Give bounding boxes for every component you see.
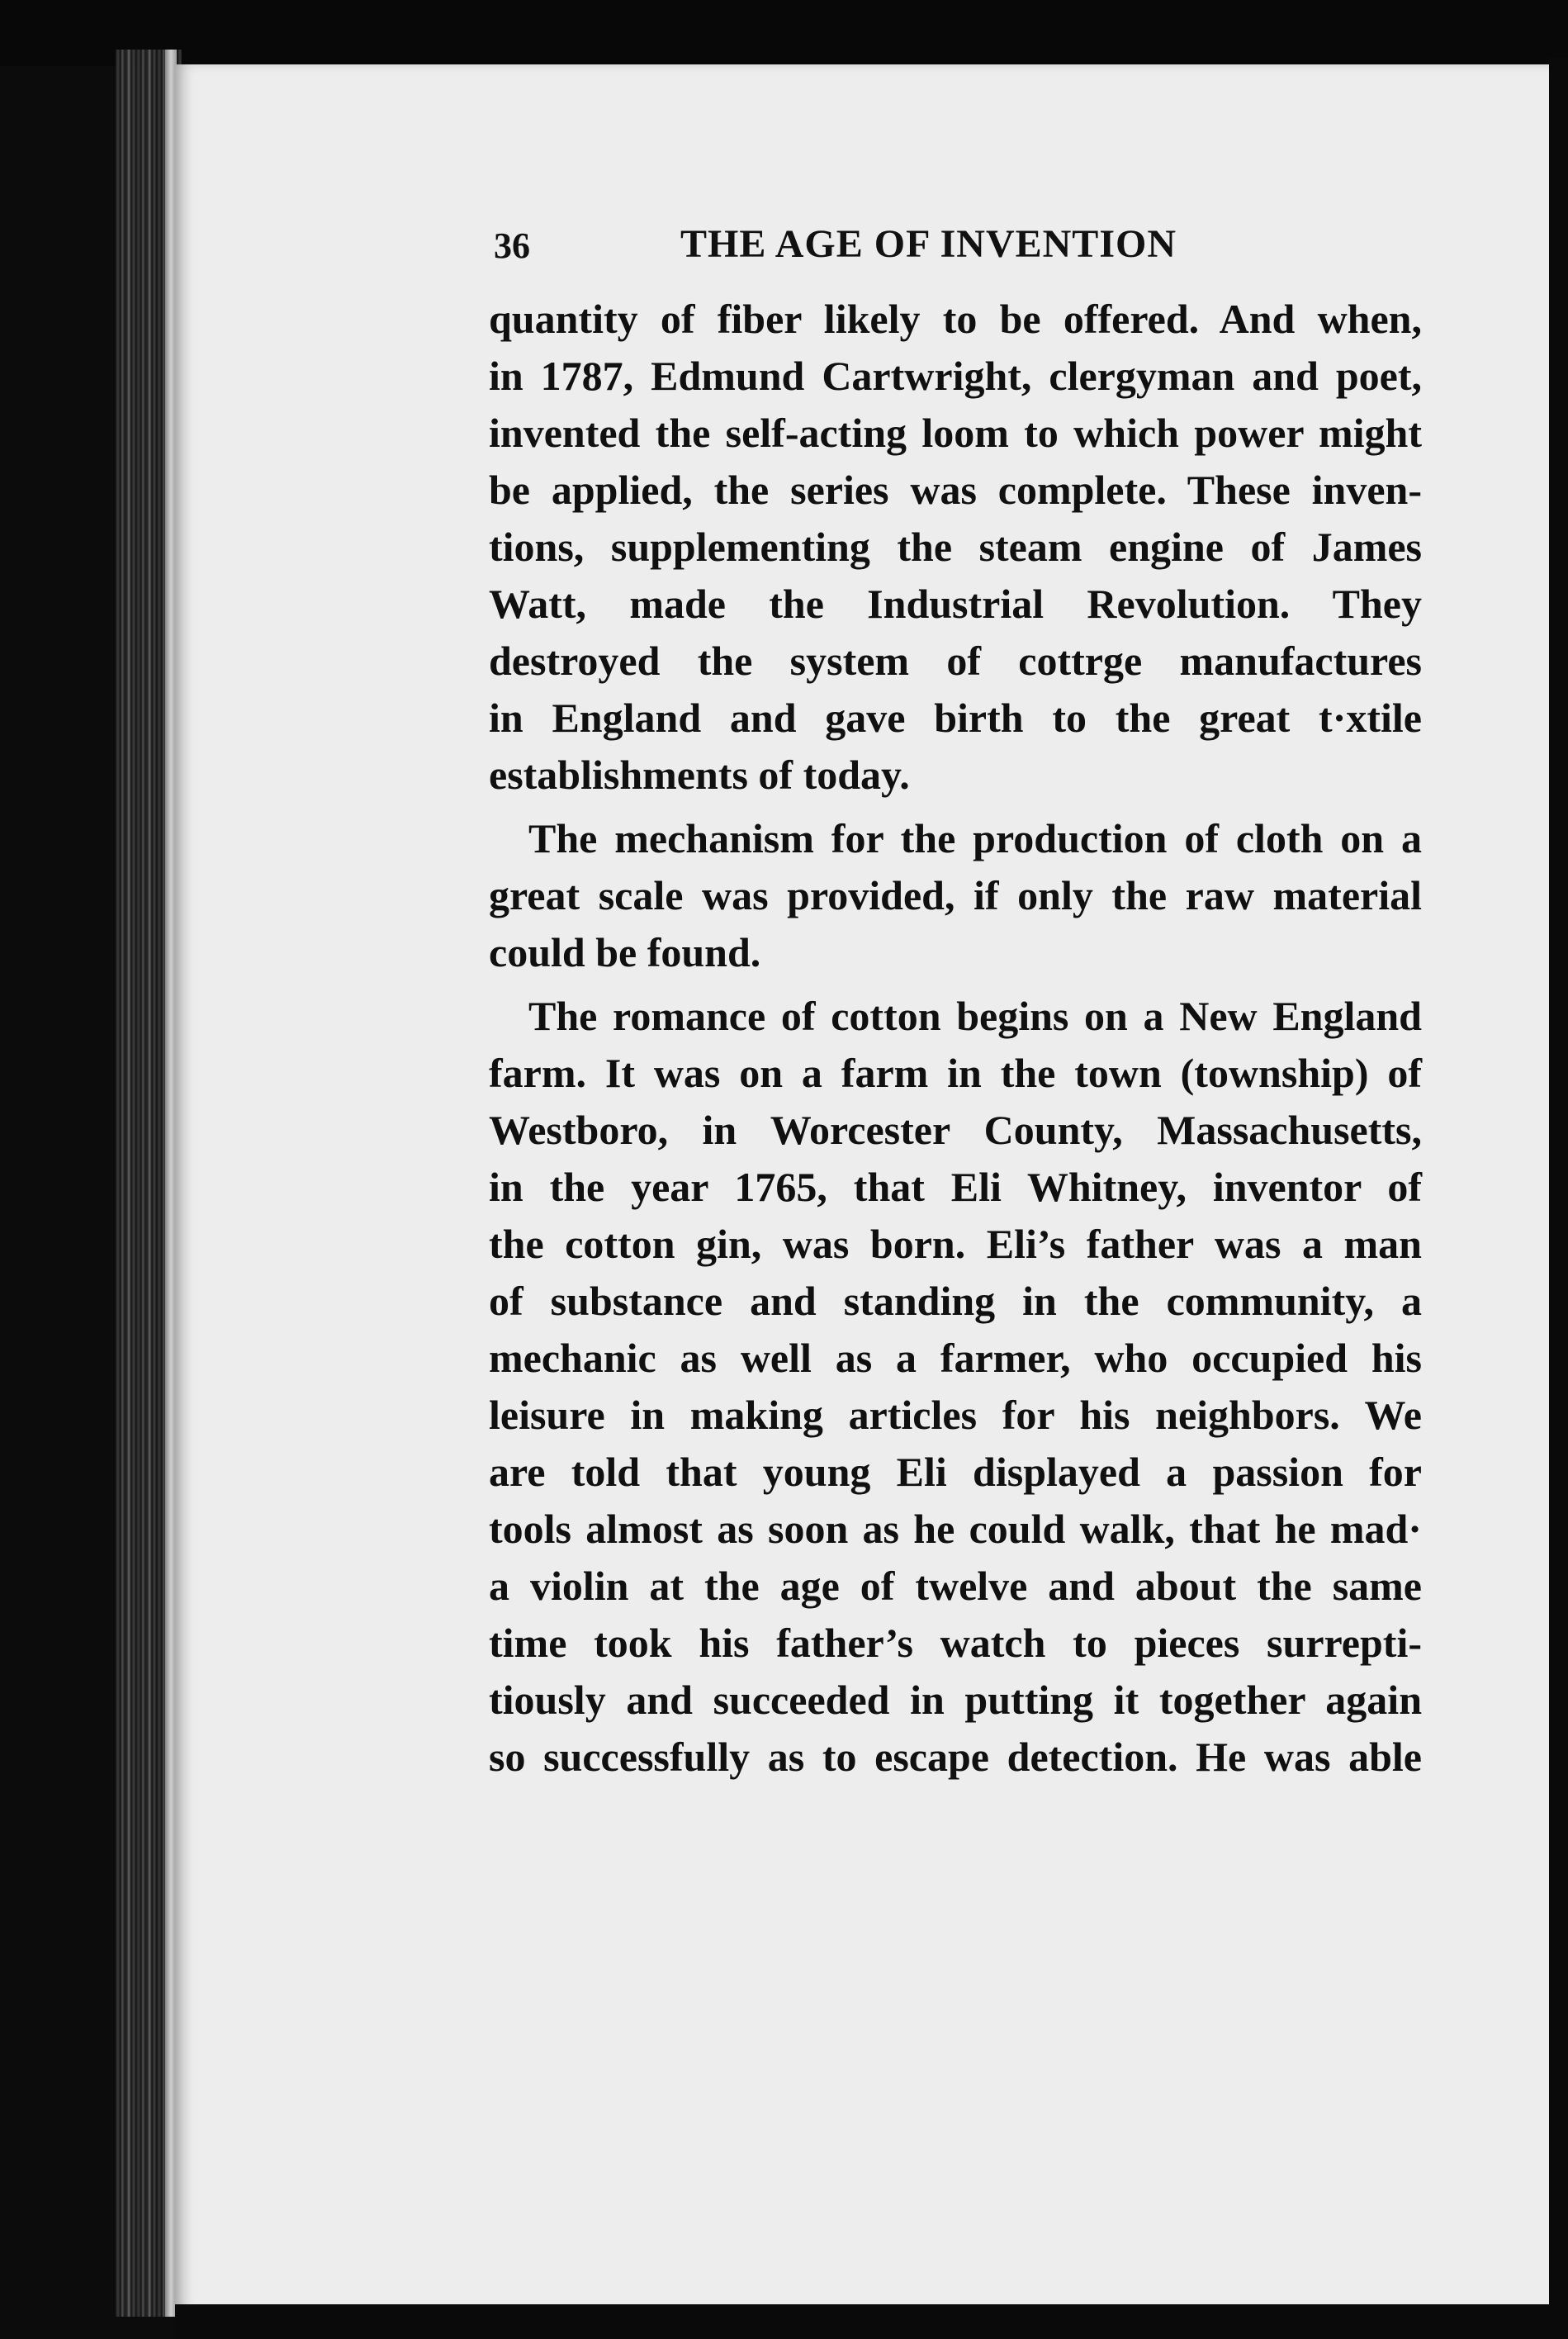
text-line: invented the self-acting loom to which power might	[489, 410, 1422, 456]
text-line: a violin at the age of twelve and about the same	[489, 1563, 1422, 1609]
body-text	[489, 291, 1422, 1786]
text-line: tions, supplementing the steam engine of James	[489, 524, 1422, 570]
paragraph	[489, 291, 1422, 804]
text-line: tiously and succeeded in putting it together again	[489, 1677, 1422, 1723]
text-line: tools almost as soon as he could walk, that he mad·	[489, 1506, 1422, 1552]
paragraph-gap	[489, 804, 1422, 810]
text-line: in England and gave birth to the great t·xtile	[489, 695, 1422, 741]
text-line: farm. It was on a farm in the town (township) of	[489, 1050, 1422, 1096]
running-title: THE AGE OF INVENTION	[680, 222, 1177, 266]
text-line: of substance and standing in the community, a	[489, 1278, 1422, 1324]
text-line: The mechanism for the production of cloth on a	[528, 815, 1422, 861]
paragraph-gap	[489, 981, 1422, 988]
running-head	[494, 221, 1419, 271]
text-line: in the year 1765, that Eli Whitney, inventor of	[489, 1164, 1422, 1210]
scan-border-top	[0, 0, 1568, 66]
text-line: establishments of today.	[489, 752, 910, 798]
text-line: destroyed the system of cottrge manufactures	[489, 638, 1422, 684]
text-line: mechanic as well as a farmer, who occupied his	[489, 1335, 1422, 1381]
text-line: great scale was provided, if only the raw material	[489, 872, 1422, 918]
text-line: the cotton gin, was born. Eli’s father was a man	[489, 1221, 1422, 1267]
text-line: The romance of cotton begins on a New England	[528, 993, 1422, 1039]
text-line: are told that young Eli displayed a passion for	[489, 1449, 1422, 1495]
paragraph	[489, 988, 1422, 1786]
paragraph	[489, 810, 1422, 981]
text-line: quantity of fiber likely to be offered. And when,	[489, 296, 1422, 342]
scan-border-right	[1549, 58, 1568, 2339]
page-number: 36	[494, 225, 530, 266]
text-line: be applied, the series was complete. These inven-	[489, 467, 1422, 513]
text-line: so successfully as to escape detection. He was able	[489, 1734, 1422, 1780]
text-line: Westboro, in Worcester County, Massachusetts,	[489, 1107, 1422, 1153]
text-line: Watt, made the Industrial Revolution. They	[489, 581, 1422, 627]
scan-border-bottom	[175, 2304, 1562, 2339]
text-line: time took his father’s watch to pieces surrepti-	[489, 1620, 1422, 1666]
text-line: could be found.	[489, 929, 761, 975]
text-line: in 1787, Edmund Cartwright, clergyman and poet,	[489, 353, 1422, 399]
text-line: leisure in making articles for his neighbors. We	[489, 1392, 1422, 1438]
